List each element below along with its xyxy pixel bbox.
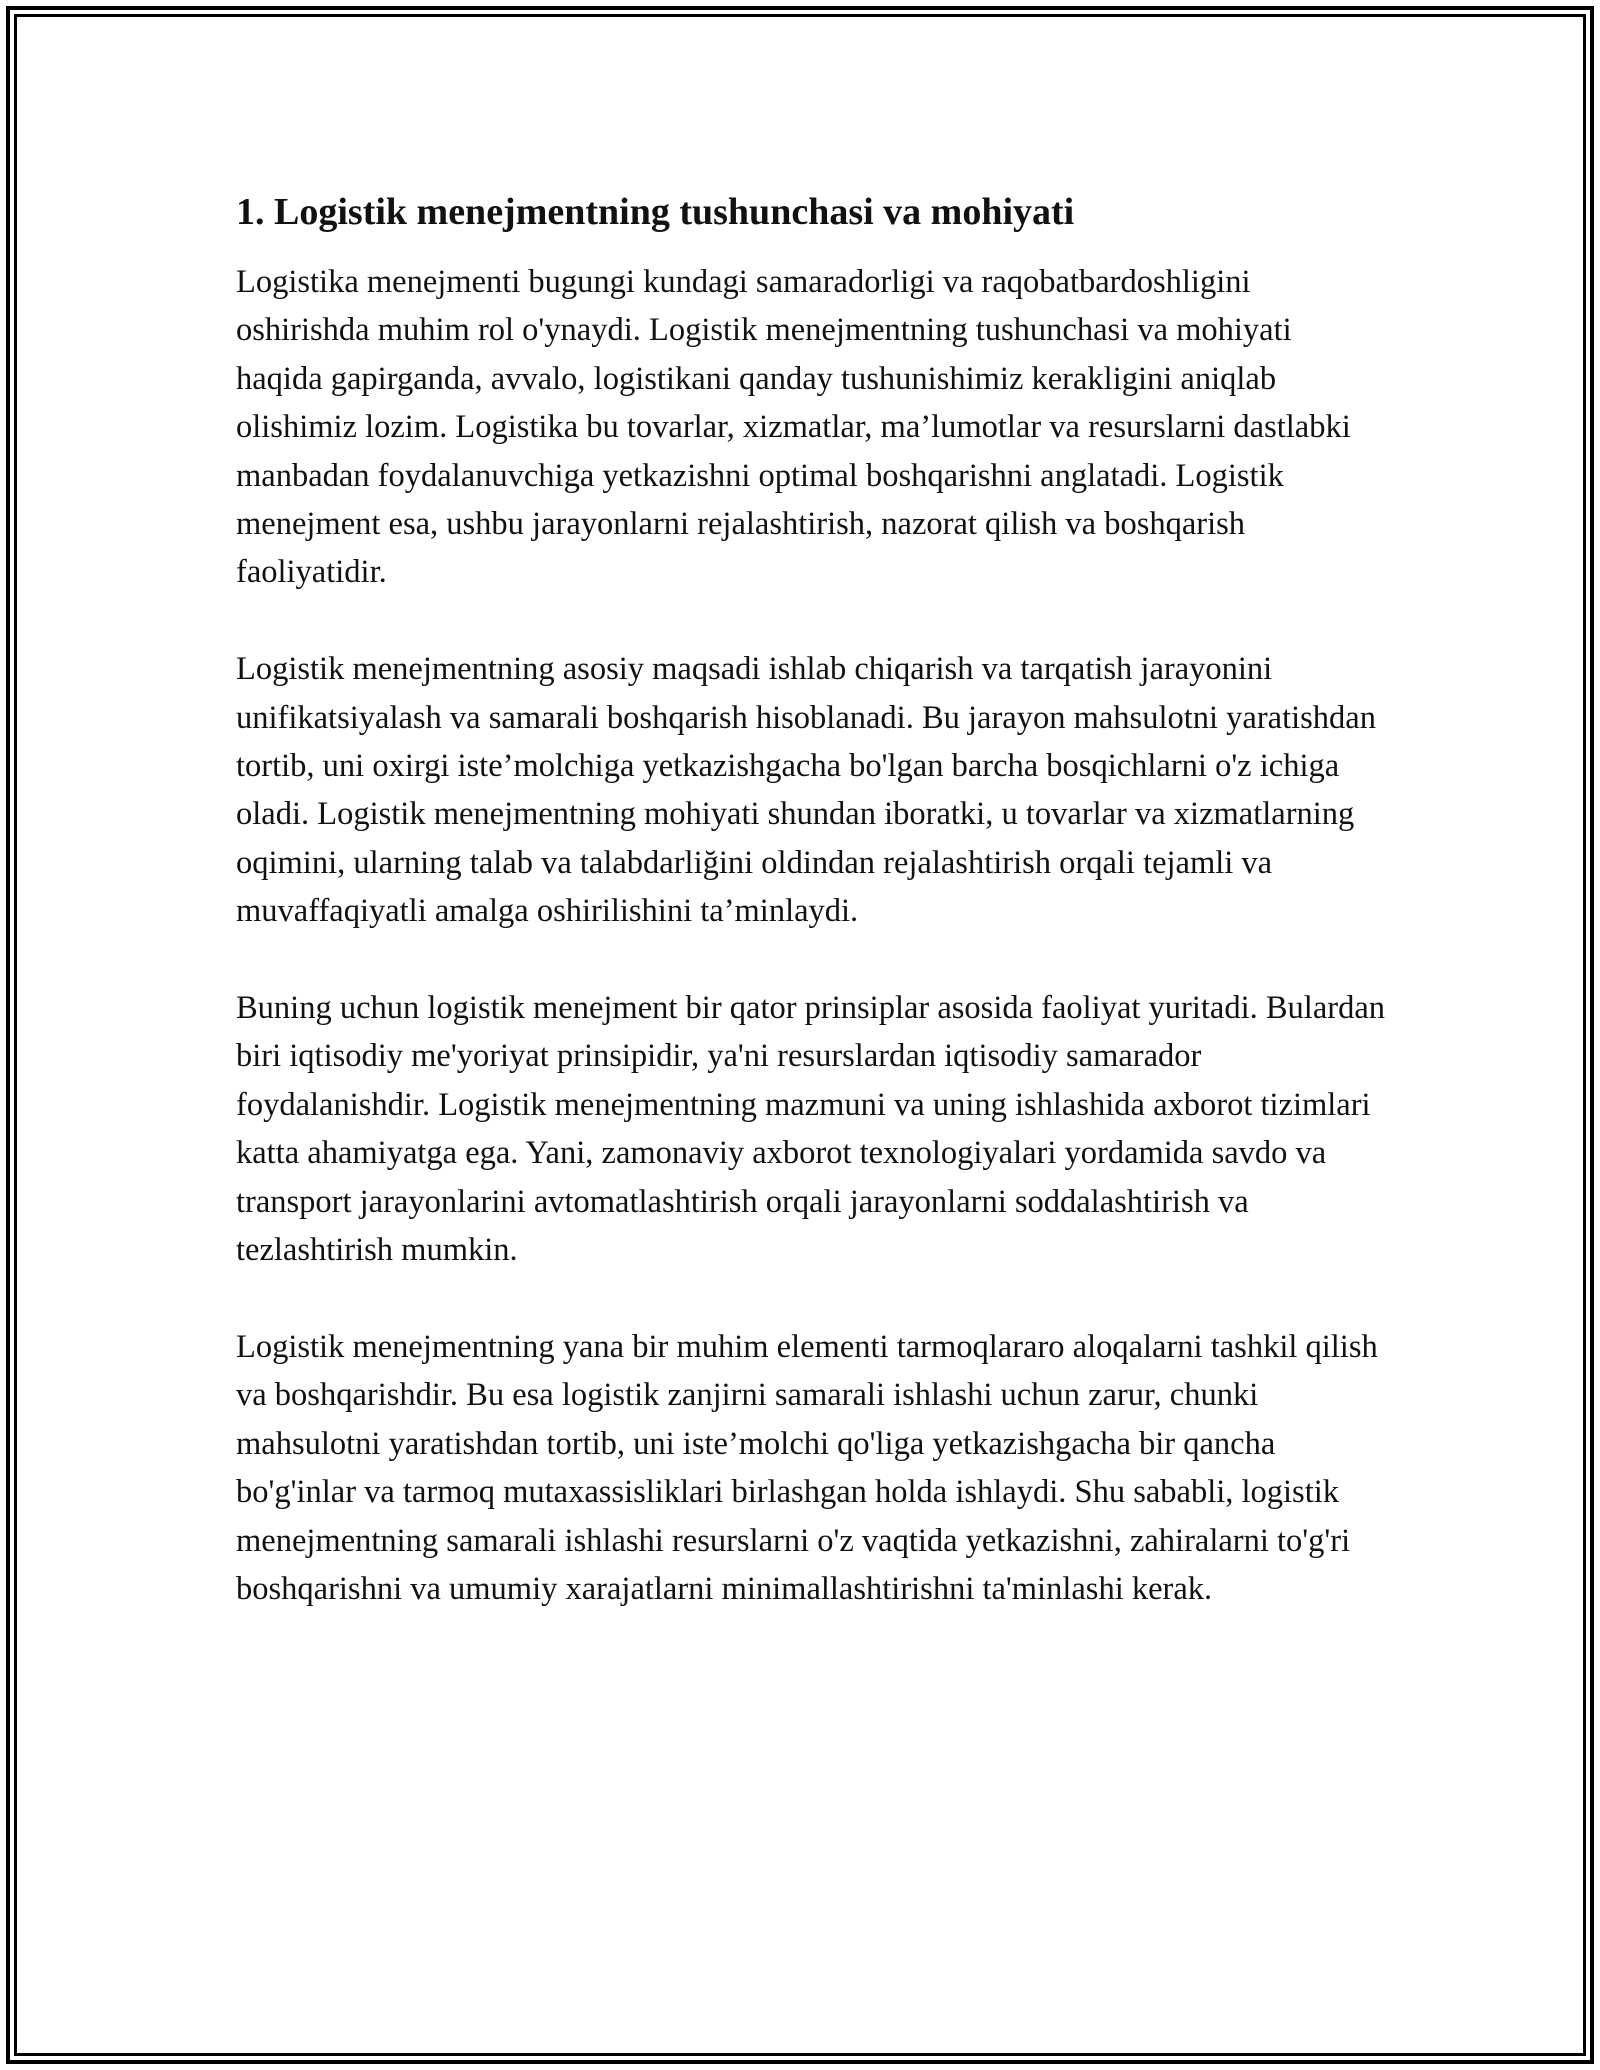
paragraph-1: Logistika menejmenti bugungi kundagi samaradorligi va raqobatbardoshligini oshirishda muhim rol o'ynaydi. Logistik menejmentning tushunchasi va mohiyati haqida gapirganda, avvalo, logistikani qanday tushunishimiz kerakligini aniqlab olishimiz lozim. Logistika bu tovarlar, xizmatlar, ma’lumotlar va resurslarni dastlabki manbadan foydalanuvchiga yetkazishni optimal boshqarishni anglatadi. Logistik menejment esa, ushbu jarayonlarni rejalashtirish, nazorat qilish va boshqarish faoliyatidir. <box>236 264 1351 591</box>
paragraph-4: Logistik menejmentning yana bir muhim elementi tarmoqlararo aloqalarni tashkil qilish va boshqarishdir. Bu esa logistik zanjirni samarali ishlashi uchun zarur, chunki mahsulotni yaratishdan tortib, uni iste’molchi qo'liga yetkazishgacha bir qancha bo'g'inlar va tarmoq mutaxassisliklari birlashgan holda ishlaydi. Shu sababli, logistik menejmentning samarali ishlashi resurslarni o'z vaqtida yetkazishni, zahiralarni to'g'ri boshqarishni va umumiy xarajatlarni minimallashtirishni ta'minlashi kerak. <box>236 1328 1378 1607</box>
paragraph-3: Buning uchun logistik menejment bir qator prinsiplar asosida faoliyat yuritadi. Bulardan biri iqtisodiy me'yoriyat prinsipidir, ya'ni resurslardan iqtisodiy samarador foydalanishdir. Logistik menejmentning mazmuni va uning ishlashida axborot tizimlari katta ahamiyatga ega. Yani, zamonaviy axborot texnologiyalari yordamida savdo va transport jarayonlarini avtomatlashtirish orqali jarayonlarni soddalashtirish va tezlashtirish mumkin. <box>236 990 1386 1269</box>
paragraph-2: Logistik menejmentning asosiy maqsadi ishlab chiqarish va tarqatish jarayonini unifikatsiyalash va samarali boshqarish hisoblanadi. Bu jarayon mahsulotni yaratishdan tortib, uni oxirgi iste’molchiga yetkazishgacha bo'lgan barcha bosqichlarni o'z ichiga oladi. Logistik menejmentning mohiyati shundan iboratki, u tovarlar va xizmatlarning oqimini, ularning talab va talabdarliğini oldindan rejalashtirish orqali tejamli va muvaffaqiyatli amalga oshirilishini ta’minlaydi. <box>236 651 1376 930</box>
section-heading: 1. Logistik menejmentning tushunchasi va mohiyati <box>236 191 1075 233</box>
document-body <box>236 180 1386 1662</box>
